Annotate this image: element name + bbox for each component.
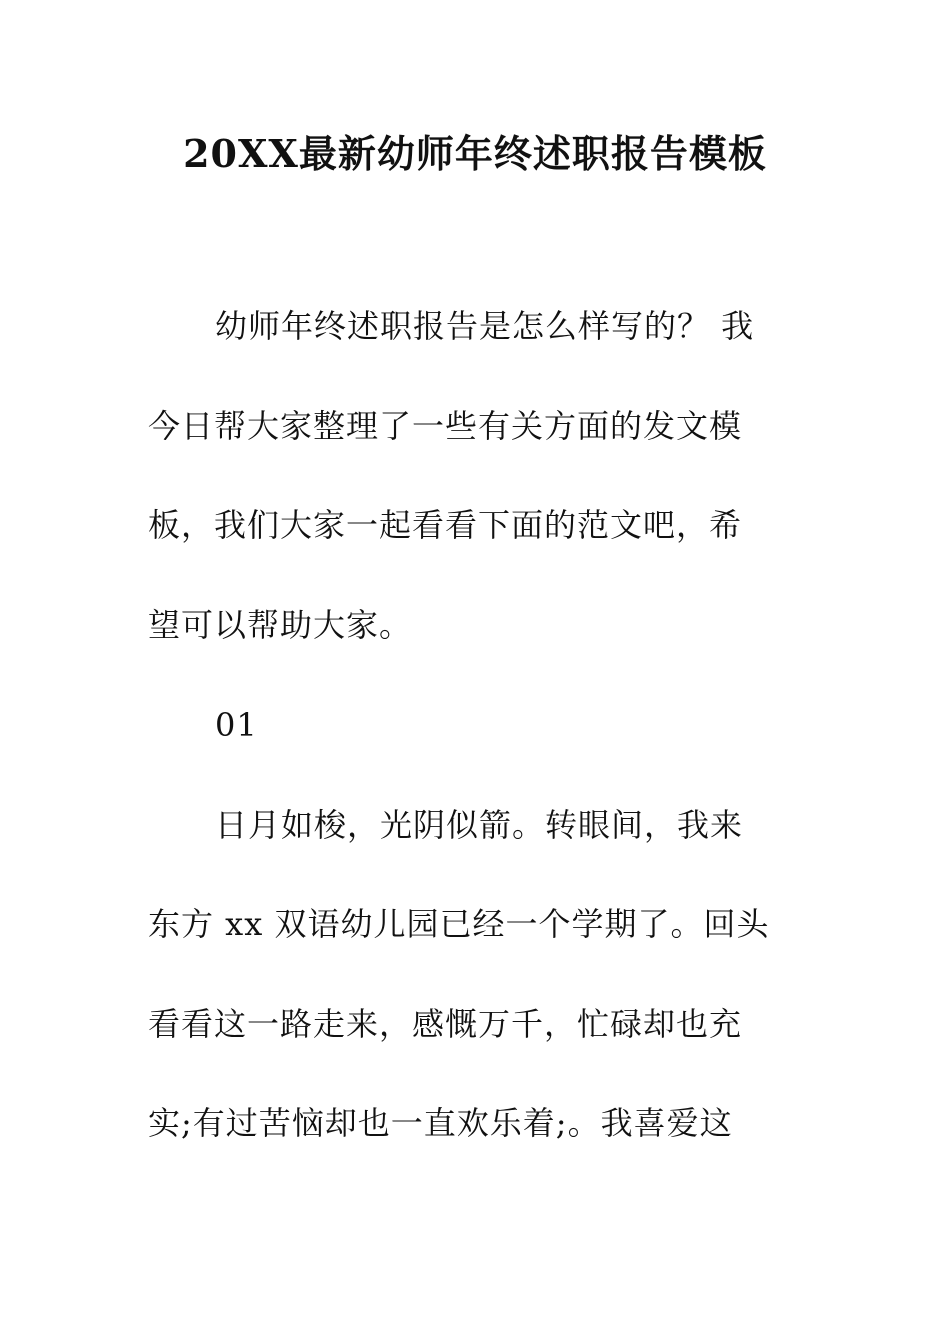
paragraph-line: 看看这一路走来，感慨万千，忙碌却也充 (148, 1005, 743, 1043)
document-title: 20XX最新幼师年终述职报告模板 (183, 131, 767, 176)
paragraph-line: 幼师年终述职报告是怎么样写的？ 我 (215, 307, 755, 345)
section-number: 01 (215, 706, 258, 744)
paragraph-line: 望可以帮助大家。 (148, 606, 413, 644)
paragraph-line: 实;有过苦恼却也一直欢乐着;。我喜爱这 (148, 1104, 733, 1142)
paragraph-line: 今日帮大家整理了一些有关方面的发文模 (148, 407, 743, 445)
paragraph-line: 东方 xx 双语幼儿园已经一个学期了。回头 (148, 905, 770, 943)
paragraph-line: 板，我们大家一起看看下面的范文吧，希 (148, 506, 743, 544)
paragraph-line: 日月如梭，光阴似箭。转眼间，我来 (215, 806, 744, 844)
